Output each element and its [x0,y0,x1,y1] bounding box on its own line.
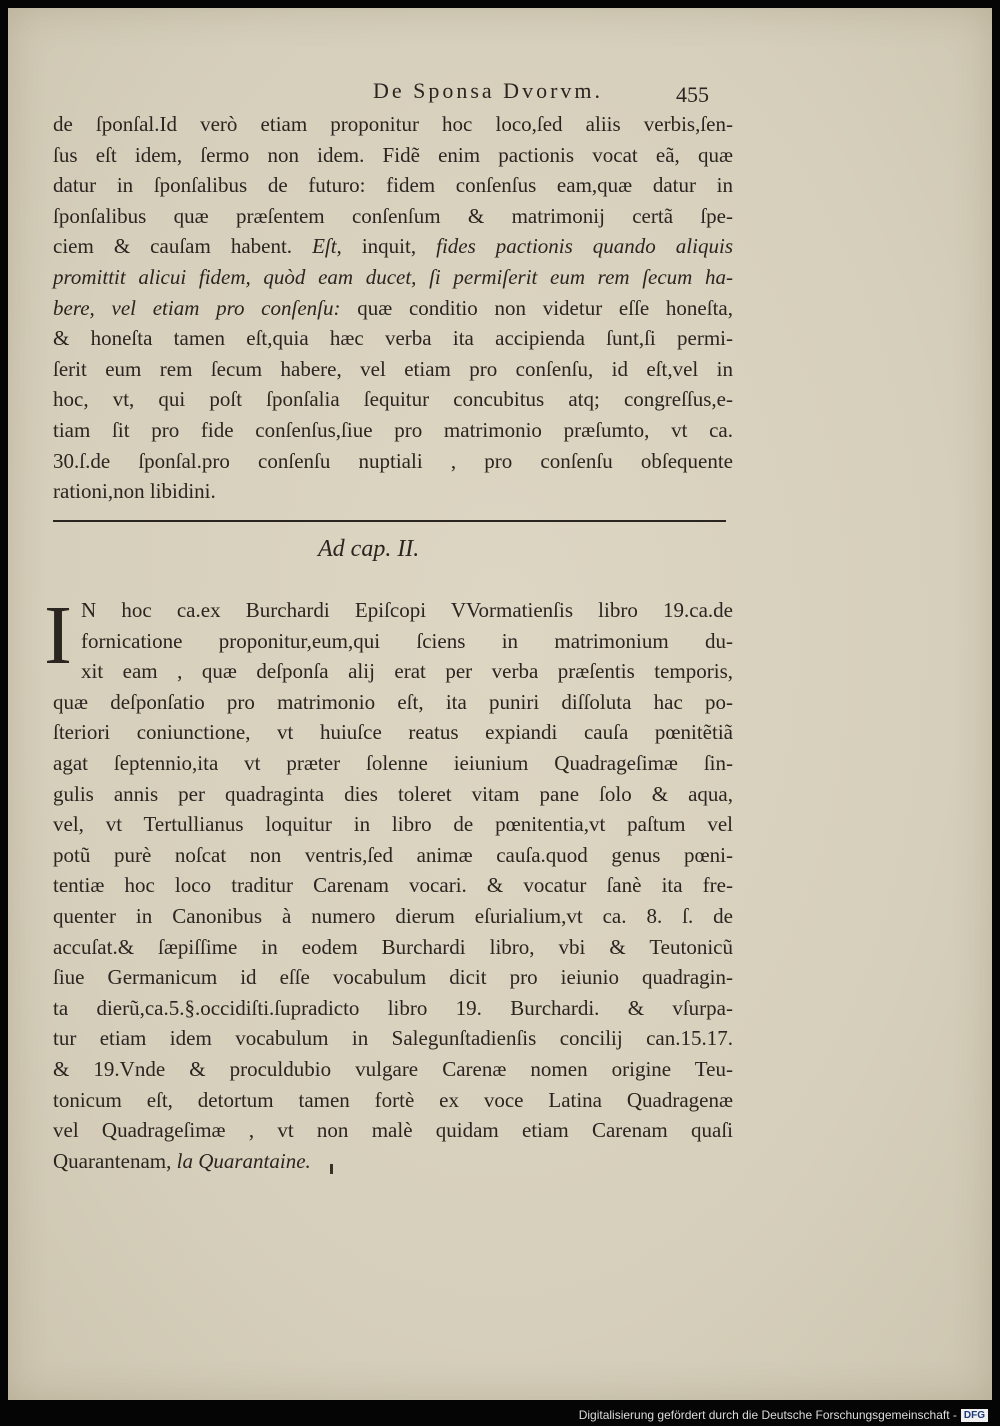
roman-span: potũ purè noſcat non ventris,ſed animæ cauſa.quod genus pœni- [53,842,733,867]
italic-span: bere, vel etiam pro conſenſu: [53,295,341,320]
roman-span: tentiæ hoc loco traditur Carenam vocari. & vocatur ſanè ita fre- [53,873,733,898]
text-line [53,1023,733,1054]
roman-span: hoc, vt, qui poſt ſponſalia ſequitur concubitus atq; congreſſus,e- [53,387,733,412]
ink-mark [330,1164,333,1174]
top-paragraph [53,109,733,507]
text-line [53,109,733,140]
roman-span: ſiue Germanicum id eſſe vocabulum dicit pro ieiunio quadragin- [53,965,733,990]
italic-span: la Quarantaine. [176,1148,311,1173]
text-line [53,323,733,354]
text-line [53,932,733,963]
text-line [53,870,733,901]
text-line [53,687,733,718]
book-page [8,8,992,1400]
roman-span: tonicum eſt, detortum tamen fortè ex voce Latina Quadragenæ [53,1087,733,1112]
roman-span: de ſponſal.Id verò etiam proponitur hoc loco,ſed aliis verbis,ſen- [53,112,733,136]
roman-span: agat ſeptennio,ita vt præter ſolenne ieiunium Quadrageſimæ ſin- [53,750,733,775]
roman-span: vel Quadrageſimæ , vt non malè quidam etiam Carenam quaſi [53,1118,733,1143]
roman-span: ciem & cauſam habent. [53,234,293,259]
roman-span: quæ conditio non videtur eſſe honeſta, [357,295,733,320]
roman-span: ſus eſt idem, ſermo non idem. Fidẽ enim pactionis vocat eã, quæ [53,142,733,167]
roman-span: Quarantenam, [53,1148,172,1173]
text-line [53,140,733,171]
roman-span: & 19.Vnde & proculdubio vulgare Carenæ nomen origine Teu- [53,1056,733,1081]
page-number: 455 [676,82,709,107]
text-line [53,901,733,932]
text-line [53,415,733,446]
roman-span: rationi,non libidini. [53,479,216,504]
text-line [53,231,733,262]
roman-span: fornicatione proponitur,eum,qui ſciens in matrimonium du- [81,628,733,653]
text-line [53,962,733,993]
section-heading: Ad cap. II. [318,536,420,562]
text-line [53,779,733,810]
roman-span: tur etiam idem vocabulum in Salegunſtadienſis concilij can.15.17. [53,1026,733,1051]
dfg-logo: DFG [961,1409,988,1422]
italic-span: fides pactionis quando aliquis [436,234,733,259]
roman-span: ſerit eum rem ſecum habere, vel etiam pro conſenſu, id eſt,vel in [53,356,733,381]
italic-span: Eſt, [312,234,342,259]
roman-span: quenter in Canonibus à numero dierum eſurialium,vt ca. 8. ſ. de [53,903,733,928]
text-line [53,809,733,840]
text-line [53,201,733,232]
roman-span: & honeſta tamen eſt,quia hæc verba ita accipienda ſunt,ſi permi- [53,326,733,351]
roman-span: 30.ſ.de ſponſal.pro conſenſu nuptiali , pro conſenſu obſequente [53,448,733,473]
roman-span: vel, vt Tertullianus loquitur in libro de pœnitentia,vt paſtum vel [53,812,733,837]
text-line [53,1115,733,1146]
roman-span: ſteriori coniunctione, vt huiuſce reatus expiandi cauſa pœnitẽtiã [53,720,733,745]
text-line [53,993,733,1024]
text-line [53,748,733,779]
section-divider [53,520,726,522]
text-line [53,626,733,657]
roman-span: datur in ſponſalibus de futuro: fidem conſenſus eam,quæ datur in [53,173,733,198]
digitization-footer [579,1408,988,1422]
text-line [53,1146,733,1177]
roman-span: xit eam , quæ deſponſa alij erat per verba præſentis temporis, [81,659,733,684]
text-line [53,170,733,201]
roman-span: ſponſalibus quæ præſentem conſenſum & matrimonij certã ſpe- [53,203,733,228]
roman-span: accuſat.& ſæpiſſime in eodem Burchardi libro, vbi & Teutonicũ [53,934,733,959]
main-paragraph [53,595,733,1176]
text-line [53,656,733,687]
text-line [53,354,733,385]
footer-text: Digitalisierung gefördert durch die Deutsche Forschungsgemeinschaft - [578,1408,957,1422]
text-line [53,446,733,477]
drop-cap: I [44,589,72,682]
roman-span: N hoc ca.ex Burchardi Epiſcopi VVormatienſis libro 19.ca.de [81,598,733,622]
running-head: De Sponsa Dvorvm. [372,78,604,103]
italic-span: promittit alicui fidem, quòd eam ducet, ſi permiſerit eum rem ſecum ha- [53,264,733,289]
roman-span: quæ deſponſatio pro matrimonio eſt, ita puniri diſſoluta hac po- [53,689,733,714]
text-line [53,262,733,293]
text-line [53,840,733,871]
text-line [53,1054,733,1085]
roman-span: tiam ſit pro fide conſenſus,ſiue pro matrimonio præſumto, vt ca. [53,417,733,442]
text-line [53,1085,733,1116]
roman-span: ta dierũ,ca.5.§.occidiſti.ſupradicto libro 19. Burchardi. & vſurpa- [53,995,733,1020]
text-line [53,476,733,507]
text-line [53,717,733,748]
roman-span: inquit, [361,234,417,259]
text-line [53,595,733,626]
text-line [53,293,733,324]
roman-span: gulis annis per quadraginta dies toleret vitam pane ſolo & aqua, [53,781,733,806]
text-line [53,384,733,415]
